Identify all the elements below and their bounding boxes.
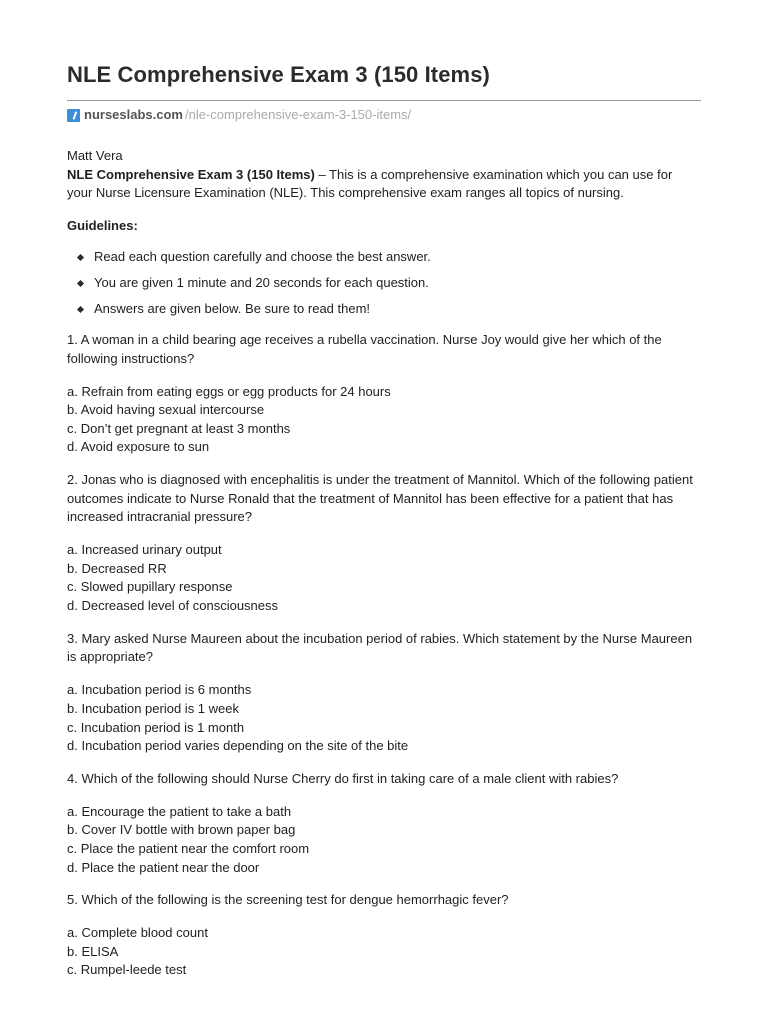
- question-text: 1. A woman in a child bearing age receives a rubella vaccination. Nurse Joy would give her which of the following instructions?: [67, 331, 662, 366]
- answer-choice: a. Refrain from eating eggs or egg products for 24 hours: [67, 383, 391, 399]
- intro-text: – This is a comprehensive examination which you can use for your Nurse Licensure Examination (NLE). This comprehensive exam ranges all topics of nursing.: [67, 166, 673, 201]
- answer-choice: d. Place the patient near the door: [67, 859, 260, 875]
- guidelines-heading: Guidelines:: [67, 217, 138, 233]
- question-3: [67, 630, 701, 756]
- answer-choice: c. Don’t get pregnant at least 3 months: [67, 420, 291, 436]
- answer-choice: a. Incubation period is 6 months: [67, 682, 252, 698]
- nurseslabs-logo-icon: [67, 109, 80, 122]
- page-title: NLE Comprehensive Exam 3 (150 Items): [67, 62, 490, 87]
- answer-choice: a. Encourage the patient to take a bath: [67, 803, 292, 819]
- question-5: [67, 891, 701, 980]
- question-text: 5. Which of the following is the screening test for dengue hemorrhagic fever?: [67, 892, 509, 908]
- question-text: 4. Which of the following should Nurse Cherry do first in taking care of a male client with rabies?: [67, 770, 619, 786]
- source-link[interactable]: [67, 107, 411, 123]
- guidelines-list: [67, 248, 701, 319]
- answer-choice: d. Decreased level of consciousness: [67, 598, 279, 614]
- guideline-item: Read each question carefully and choose the best answer.: [67, 248, 701, 267]
- answer-choice: b. Decreased RR: [67, 560, 167, 576]
- guideline-item: Answers are given below. Be sure to read them!: [67, 300, 701, 319]
- question-text: 3. Mary asked Nurse Maureen about the incubation period of rabies. Which statement by the Nurse Maureen is appropriate?: [67, 630, 693, 665]
- answer-choice: b. Avoid having sexual intercourse: [67, 402, 265, 418]
- answer-choice: a. Complete blood count: [67, 925, 208, 941]
- answer-choice: b. Incubation period is 1 week: [67, 700, 239, 716]
- answer-choice: d. Incubation period varies depending on the site of the bite: [67, 738, 409, 754]
- answer-choice: b. ELISA: [67, 943, 119, 959]
- answer-choice: c. Place the patient near the comfort room: [67, 841, 310, 856]
- answer-choice: b. Cover IV bottle with brown paper bag: [67, 822, 296, 838]
- answer-choice: c. Slowed pupillary response: [67, 579, 233, 595]
- guideline-item: You are given 1 minute and 20 seconds for each question.: [67, 274, 701, 293]
- article-body: [67, 147, 701, 994]
- intro-paragraph: [67, 166, 701, 203]
- answer-choice: c. Incubation period is 1 month: [67, 719, 245, 735]
- intro-bold-title: NLE Comprehensive Exam 3 (150 Items): [67, 166, 315, 182]
- question-2: [67, 471, 701, 616]
- source-url-path: /nle-comprehensive-exam-3-150-items/: [185, 107, 412, 122]
- title-divider: [67, 100, 701, 101]
- question-text: 2. Jonas who is diagnosed with encephalitis is under the treatment of Mannitol. Which of the following patient outcomes indicate to Nurse Ronald that the treatment of Mannitol has been effective for a patient that has increased intracranial pressure?: [67, 472, 693, 525]
- author-name: Matt Vera: [67, 148, 123, 163]
- answer-choice: d. Avoid exposure to sun: [67, 439, 210, 455]
- answer-choice: a. Increased urinary output: [67, 542, 222, 558]
- source-site-name: nurseslabs.com: [84, 107, 183, 122]
- answer-choice: c. Rumpel-leede test: [67, 962, 187, 978]
- question-4: [67, 770, 701, 877]
- question-1: [67, 331, 701, 457]
